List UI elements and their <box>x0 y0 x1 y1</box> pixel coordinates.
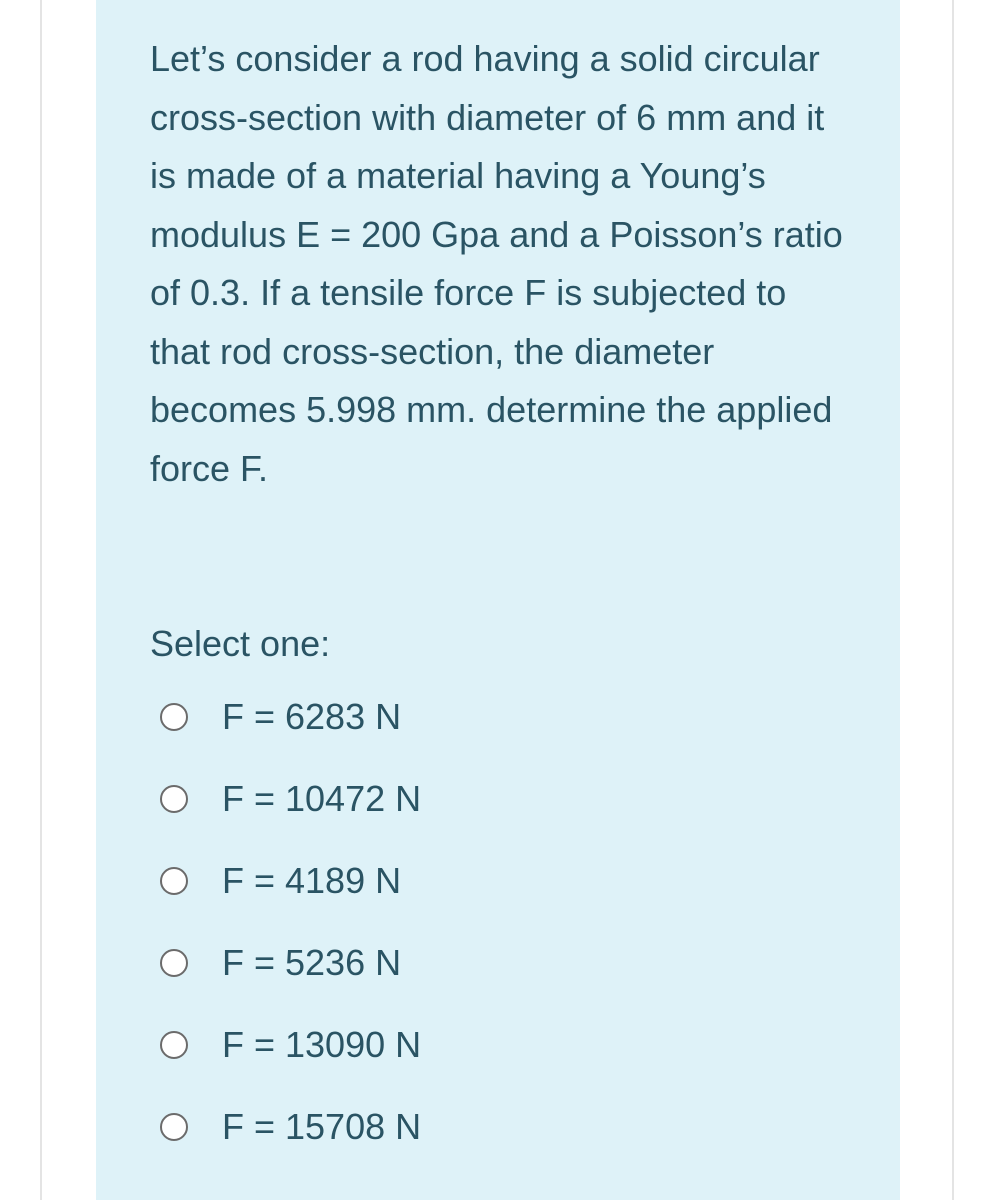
option-label: F = 4189 N <box>222 860 402 901</box>
option-label: F = 15708 N <box>222 1106 422 1147</box>
select-one-label: Select one: <box>150 623 331 664</box>
option-4[interactable] <box>160 941 401 985</box>
radio-button[interactable] <box>160 1031 188 1059</box>
option-6[interactable] <box>160 1105 421 1149</box>
option-5[interactable] <box>160 1023 421 1067</box>
radio-button[interactable] <box>160 867 188 895</box>
option-label: F = 5236 N <box>222 942 402 983</box>
option-3[interactable] <box>160 859 401 903</box>
radio-button[interactable] <box>160 703 188 731</box>
question-text: Let’s consider a rod having a solid circular cross-section with diameter of 6 mm and it is made of a material having a Young’s modulus E = 200 Gpa and a Poisson’s ratio of 0.3. If a tensile force F is subjected to that rod cross-section, the diameter becomes 5.998 mm. determine the applied force F. <box>150 38 843 489</box>
radio-button[interactable] <box>160 785 188 813</box>
option-label: F = 13090 N <box>222 1024 422 1065</box>
option-1[interactable] <box>160 695 401 739</box>
radio-button[interactable] <box>160 1113 188 1141</box>
option-label: F = 6283 N <box>222 696 402 737</box>
option-2[interactable] <box>160 777 421 821</box>
radio-button[interactable] <box>160 949 188 977</box>
option-label: F = 10472 N <box>222 778 422 819</box>
